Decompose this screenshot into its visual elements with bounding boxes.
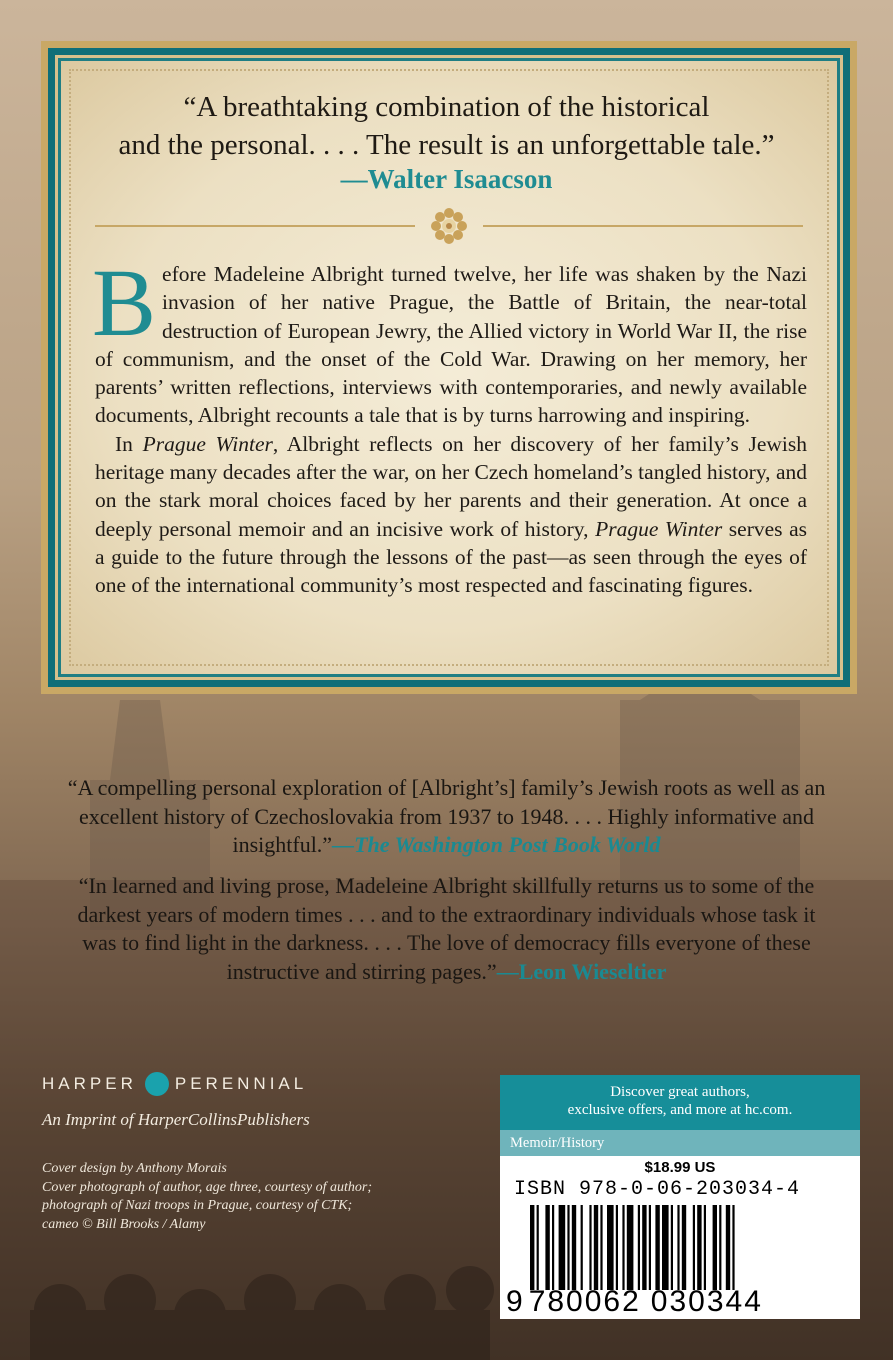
barcode — [530, 1205, 830, 1290]
logo-perennial: PERENNIAL — [174, 1074, 308, 1093]
barcode-bar — [594, 1205, 598, 1290]
barcode-bar — [713, 1205, 717, 1290]
barcode-bar — [552, 1205, 554, 1290]
price-label: $18.99 US — [644, 1159, 716, 1176]
barcode-bar — [693, 1205, 695, 1290]
barcode-bar — [704, 1205, 706, 1290]
barcode-digits — [506, 1287, 856, 1317]
barcode-bar — [559, 1205, 566, 1290]
barcode-digit-group: 780062 — [528, 1285, 641, 1318]
barcode-bar — [655, 1205, 659, 1290]
barcode-bar — [642, 1205, 646, 1290]
barcode-bar — [589, 1205, 591, 1290]
review-wieseltier — [60, 872, 833, 986]
credit-line: cameo © Bill Brooks / Alamy — [42, 1216, 206, 1232]
barcode-bar — [622, 1205, 624, 1290]
description-paragraph-2: In Prague Winter, Albright reflects on her discovery of her family’s Jewish heritage many decades after the war, on her Czech homeland’s tangled history, and on the stark moral choices faced by her parents and their generation. At once a deeply personal memoir and an incisive work of history, Prague Winter serves as a guide to the future through the lessons of the past—as seen through the eyes of one of the international community’s most respected and fascinating figures. — [95, 431, 808, 598]
flower-ornament-icon — [430, 207, 468, 245]
divider-left — [95, 225, 415, 227]
promo-line: exclusive offers, and more at hc.com. — [567, 1102, 793, 1118]
barcode-bar — [616, 1205, 618, 1290]
review-text: “In learned and living prose, Madeleine Albright skillfully returns us to some of the darkest years of modern times . . . and to the extraordinary individuals whose task it was to find light in the darkness. . . . The love of democracy fills everyone of these instructive and stirring pages.” — [77, 873, 816, 984]
logo-harper: HARPER — [42, 1074, 137, 1093]
dropcap: B — [92, 249, 157, 356]
promo-banner — [500, 1075, 860, 1130]
barcode-box — [500, 1075, 860, 1319]
credit-line: photograph of Nazi troops in Prague, courtesy of CTK; — [42, 1198, 353, 1213]
barcode-bar — [581, 1205, 583, 1290]
barcode-bar — [732, 1205, 734, 1290]
promo-line: Discover great authors, — [610, 1084, 750, 1100]
barcode-bar — [638, 1205, 640, 1290]
barcode-bar — [682, 1205, 686, 1290]
header-quote-line: “A breathtaking combination of the historical — [183, 91, 710, 123]
barcode-bar — [649, 1205, 651, 1290]
cover-credits — [42, 1160, 492, 1234]
barcode-digit-group: 030344 — [650, 1285, 763, 1318]
barcode-digit-first: 9 — [506, 1285, 523, 1318]
review-text: “A compelling personal exploration of [Albright’s] family’s Jewish roots as well as an excellent history of Czechoslovakia from 1937 to 1948. . . . Highly informative and insightful.” — [67, 775, 826, 857]
barcode-bar — [607, 1205, 614, 1290]
publisher-logo — [42, 1069, 307, 1099]
genre-label: Memoir/History — [500, 1130, 860, 1156]
barcode-bar — [627, 1205, 634, 1290]
barcode-bar — [537, 1205, 539, 1290]
barcode-bar — [600, 1205, 602, 1290]
review-washington-post — [60, 774, 833, 860]
barcode-bar — [545, 1205, 549, 1290]
book-description — [92, 249, 808, 600]
header-quote-line: and the personal. . . . The result is an unforgettable tale.” — [118, 129, 775, 161]
imprint-line: An Imprint of HarperCollinsPublishers — [42, 1110, 310, 1129]
review-attribution: —Leon Wieseltier — [496, 958, 667, 984]
credit-line: Cover photograph of author, age three, courtesy of author; — [42, 1179, 373, 1195]
barcode-bar — [572, 1205, 576, 1290]
barcode-bar — [719, 1205, 721, 1290]
divider-right — [483, 225, 803, 227]
review-attribution: —The Washington Post Book World — [332, 832, 661, 857]
logo-dot-icon — [145, 1072, 169, 1096]
barcode-bar — [567, 1205, 569, 1290]
barcode-bar — [697, 1205, 701, 1290]
header-quote — [0, 88, 893, 164]
credit-line: Cover design by Anthony Morais — [42, 1161, 227, 1176]
description-paragraph-1: efore Madeleine Albright turned twelve, her life was shaken by the Nazi invasion of her native Prague, the Battle of Britain, the near-total destruction of European Jewry, the Allied victory in World War II, the rise of communism, and the onset of the Cold War. Drawing on her memory, her parents’ written reflections, interviews with contemporaries, and newly available documents, Albright recounts a tale that is by turns harrowing and inspiring. — [95, 262, 807, 428]
barcode-bar — [671, 1205, 673, 1290]
barcode-bar — [530, 1205, 534, 1290]
isbn-label: ISBN 978-0-06-203034-4 — [514, 1178, 801, 1201]
barcode-bar — [726, 1205, 730, 1290]
barcode-bar — [662, 1205, 669, 1290]
header-quote-attribution: —Walter Isaacson — [340, 164, 553, 194]
barcode-bar — [677, 1205, 679, 1290]
